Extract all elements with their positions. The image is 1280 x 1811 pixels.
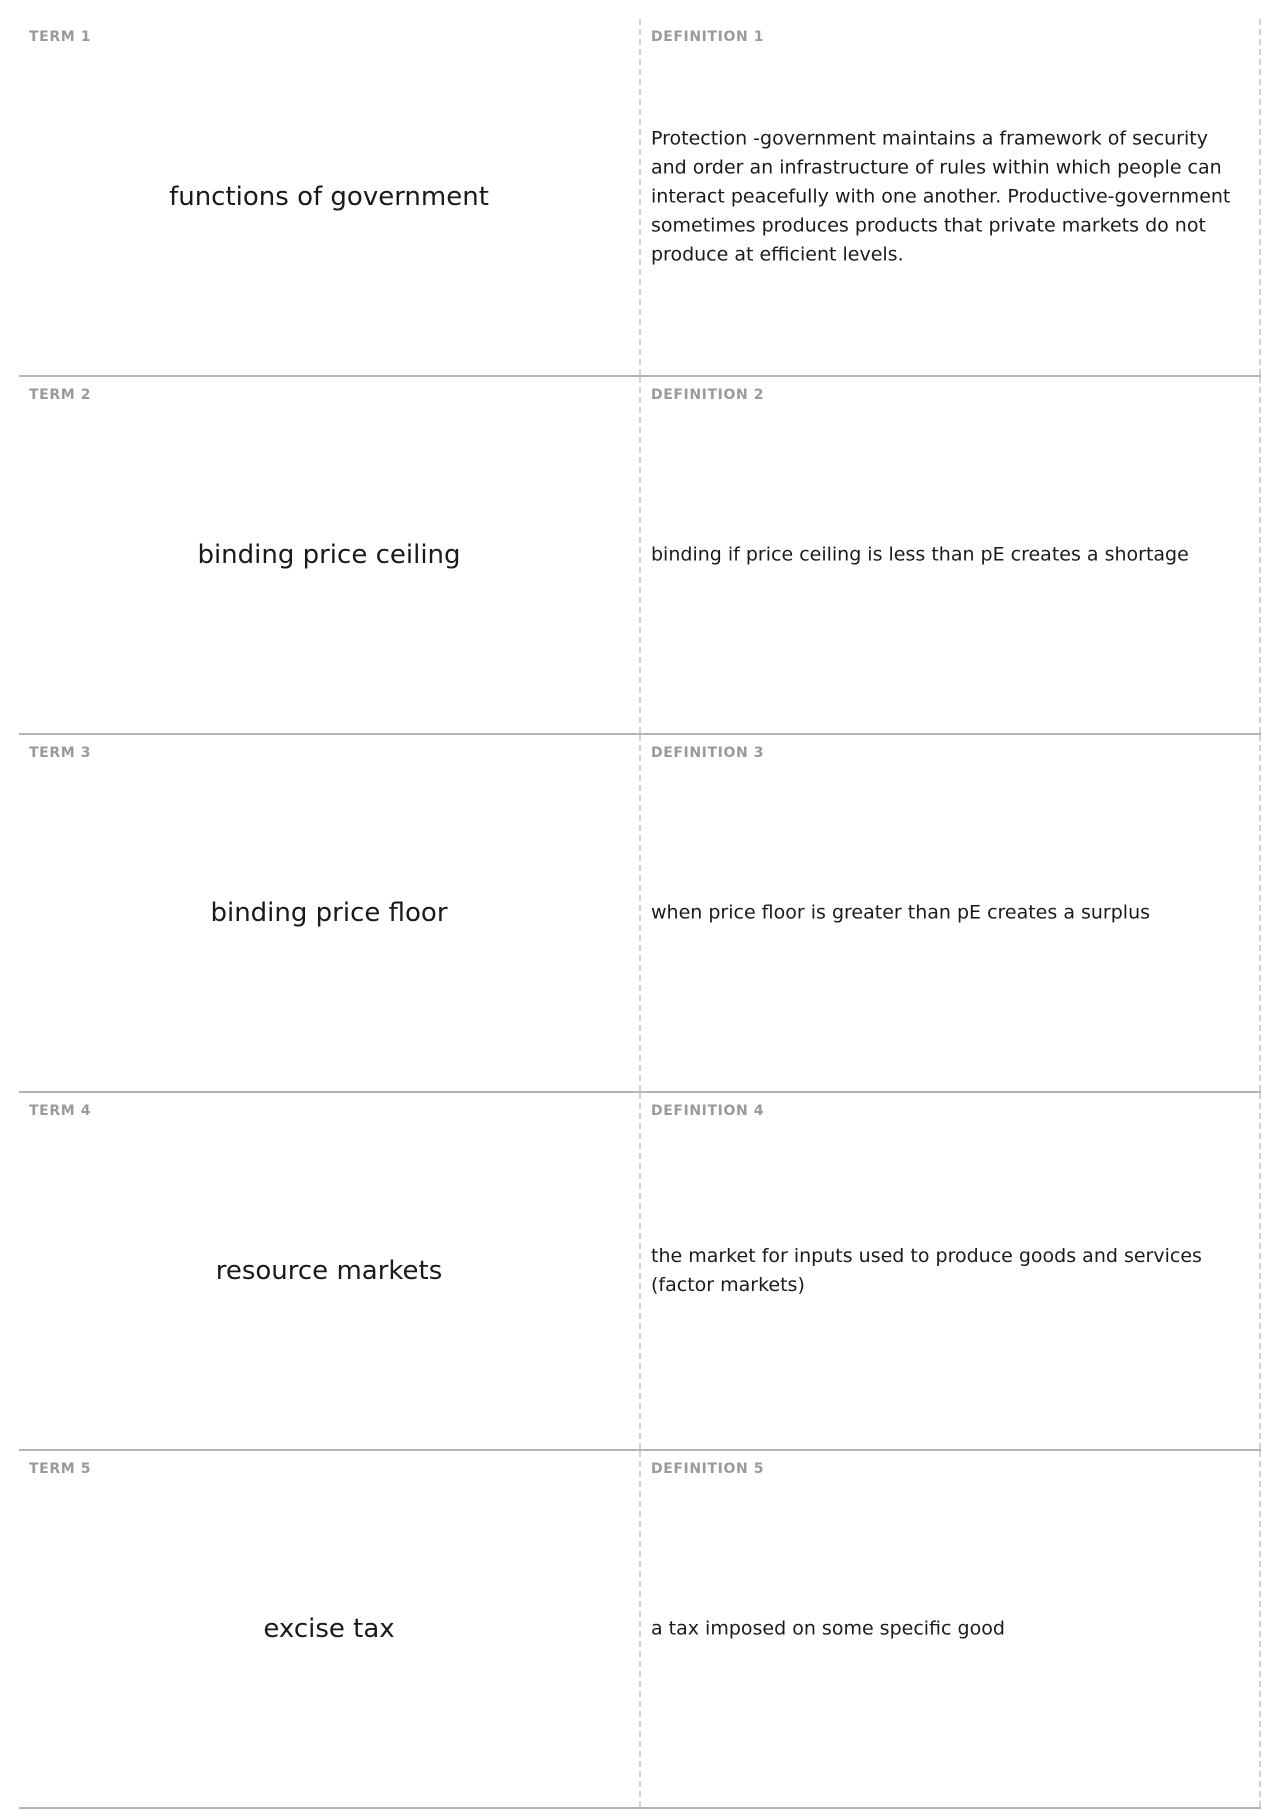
term-text: binding price floor	[210, 898, 448, 928]
term-text: excise tax	[263, 1614, 395, 1644]
term-cell	[19, 1451, 641, 1807]
term-text: resource markets	[215, 1256, 443, 1286]
flashcard	[19, 1093, 1261, 1451]
flashcard	[19, 19, 1261, 377]
definition-cell	[641, 735, 1261, 1091]
definition-text: a tax imposed on some specific good	[651, 1617, 1005, 1640]
flashcard	[19, 735, 1261, 1093]
flashcard	[19, 377, 1261, 735]
definition-cell	[641, 1451, 1261, 1807]
flashcard-sheet	[19, 19, 1261, 1809]
term-label: TERM 4	[29, 1103, 92, 1119]
term-cell	[19, 19, 641, 375]
definition-label: DEFINITION 3	[651, 745, 765, 761]
term-cell	[19, 1093, 641, 1449]
term-label: TERM 5	[29, 1461, 92, 1477]
definition-text: the market for inputs used to produce goods and services (factor markets)	[651, 1245, 1202, 1296]
term-text: binding price ceiling	[197, 540, 461, 570]
definition-label: DEFINITION 1	[651, 29, 765, 45]
definition-label: DEFINITION 2	[651, 387, 765, 403]
definition-text: binding if price ceiling is less than pE creates a shortage	[651, 543, 1189, 566]
definition-cell	[641, 377, 1261, 733]
definition-label: DEFINITION 5	[651, 1461, 765, 1477]
definition-text: when price floor is greater than pE creates a surplus	[651, 901, 1151, 924]
definition-text: Protection -government maintains a framework of security and order an infrastructure of rules within which people can interact peacefully with one another. Productive-government sometimes produces products that private markets do not produce at efficient levels.	[651, 127, 1231, 266]
term-text: functions of government	[169, 182, 489, 212]
term-label: TERM 1	[29, 29, 92, 45]
definition-cell	[641, 19, 1261, 375]
definition-cell	[641, 1093, 1261, 1449]
term-cell	[19, 377, 641, 733]
flashcard	[19, 1451, 1261, 1809]
term-label: TERM 2	[29, 387, 92, 403]
term-cell	[19, 735, 641, 1091]
definition-label: DEFINITION 4	[651, 1103, 765, 1119]
term-label: TERM 3	[29, 745, 92, 761]
